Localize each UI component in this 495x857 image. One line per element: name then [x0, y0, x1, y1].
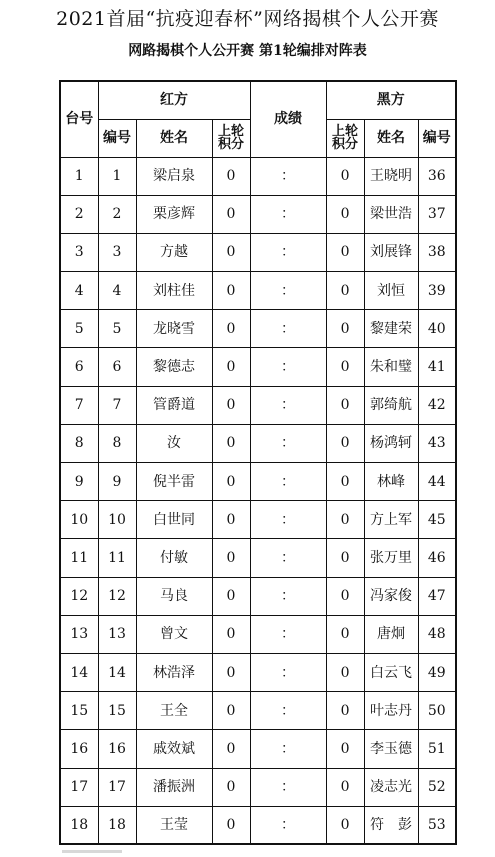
cell-red-number: 7 — [98, 386, 136, 424]
table-row — [60, 692, 456, 730]
pairing-rows — [60, 157, 456, 844]
cell-black-name: 符 彭 — [364, 806, 418, 844]
cell-table-no: 10 — [60, 501, 98, 539]
cell-red-name: 黎德志 — [136, 348, 212, 386]
cell-black-score: 0 — [326, 272, 364, 310]
cell-black-number: 47 — [418, 577, 456, 615]
cell-red-score: 0 — [212, 310, 250, 348]
cell-black-score: 0 — [326, 653, 364, 691]
cell-red-name: 马良 — [136, 577, 212, 615]
cell-result-separator: ： — [250, 730, 326, 768]
cell-black-number: 41 — [418, 348, 456, 386]
cell-result-separator: ： — [250, 386, 326, 424]
cell-result-separator: ： — [250, 195, 326, 233]
cell-black-number: 52 — [418, 768, 456, 806]
cell-black-name: 凌志光 — [364, 768, 418, 806]
cell-black-number: 45 — [418, 501, 456, 539]
cell-red-number: 5 — [98, 310, 136, 348]
cell-red-score: 0 — [212, 195, 250, 233]
table-row — [60, 386, 456, 424]
cell-red-number: 16 — [98, 730, 136, 768]
table-row — [60, 463, 456, 501]
cell-red-score: 0 — [212, 768, 250, 806]
table-row — [60, 806, 456, 844]
cell-table-no: 9 — [60, 463, 98, 501]
cell-red-number: 17 — [98, 768, 136, 806]
cell-black-score: 0 — [326, 310, 364, 348]
footer-cutoff-text — [62, 850, 122, 853]
cell-black-score: 0 — [326, 539, 364, 577]
cell-red-number: 12 — [98, 577, 136, 615]
cell-table-no: 15 — [60, 692, 98, 730]
cell-black-name: 冯家俊 — [364, 577, 418, 615]
document-title: 2021首届“抗疫迎春杯”网络揭棋个人公开赛 — [56, 8, 439, 30]
cell-red-score: 0 — [212, 501, 250, 539]
table-row — [60, 272, 456, 310]
cell-black-number: 50 — [418, 692, 456, 730]
cell-red-name: 汝 — [136, 424, 212, 462]
header-black-side: 黑方 — [326, 81, 456, 119]
cell-black-name: 唐炯 — [364, 615, 418, 653]
cell-black-name: 张万里 — [364, 539, 418, 577]
cell-red-number: 6 — [98, 348, 136, 386]
cell-red-score: 0 — [212, 615, 250, 653]
cell-red-name: 栗彦辉 — [136, 195, 212, 233]
cell-red-score: 0 — [212, 806, 250, 844]
cell-red-number: 18 — [98, 806, 136, 844]
cell-result-separator: ： — [250, 157, 326, 195]
cell-table-no: 3 — [60, 233, 98, 271]
cell-red-score: 0 — [212, 653, 250, 691]
cell-black-score: 0 — [326, 195, 364, 233]
cell-black-score: 0 — [326, 768, 364, 806]
cell-table-no: 13 — [60, 615, 98, 653]
cell-red-name: 王莹 — [136, 806, 212, 844]
header-result: 成绩 — [250, 81, 326, 157]
header-red-number: 编号 — [98, 119, 136, 157]
cell-table-no: 17 — [60, 768, 98, 806]
cell-table-no: 18 — [60, 806, 98, 844]
cell-red-score: 0 — [212, 272, 250, 310]
cell-result-separator: ： — [250, 424, 326, 462]
header-red-name: 姓名 — [136, 119, 212, 157]
cell-black-number: 42 — [418, 386, 456, 424]
header-red-side: 红方 — [98, 81, 250, 119]
cell-red-score: 0 — [212, 730, 250, 768]
cell-result-separator: ： — [250, 348, 326, 386]
cell-black-name: 刘展锋 — [364, 233, 418, 271]
cell-red-number: 2 — [98, 195, 136, 233]
cell-red-score: 0 — [212, 424, 250, 462]
table-row — [60, 424, 456, 462]
cell-result-separator: ： — [250, 463, 326, 501]
cell-black-number: 38 — [418, 233, 456, 271]
cell-red-number: 3 — [98, 233, 136, 271]
cell-red-number: 1 — [98, 157, 136, 195]
cell-result-separator: ： — [250, 653, 326, 691]
cell-black-score: 0 — [326, 806, 364, 844]
cell-black-score: 0 — [326, 692, 364, 730]
cell-table-no: 1 — [60, 157, 98, 195]
table-row — [60, 730, 456, 768]
cell-red-score: 0 — [212, 463, 250, 501]
cell-red-name: 潘振洲 — [136, 768, 212, 806]
cell-table-no: 7 — [60, 386, 98, 424]
cell-black-name: 白云飞 — [364, 653, 418, 691]
cell-result-separator: ： — [250, 577, 326, 615]
cell-red-name: 梁启泉 — [136, 157, 212, 195]
cell-black-score: 0 — [326, 157, 364, 195]
cell-table-no: 12 — [60, 577, 98, 615]
cell-black-name: 杨鸿轲 — [364, 424, 418, 462]
cell-red-score: 0 — [212, 157, 250, 195]
cell-black-number: 36 — [418, 157, 456, 195]
cell-red-number: 11 — [98, 539, 136, 577]
cell-black-score: 0 — [326, 424, 364, 462]
cell-table-no: 11 — [60, 539, 98, 577]
cell-table-no: 4 — [60, 272, 98, 310]
table-row — [60, 768, 456, 806]
cell-result-separator: ： — [250, 615, 326, 653]
cell-black-number: 51 — [418, 730, 456, 768]
header-red-previous-score: 上轮积分 — [212, 119, 250, 157]
cell-black-score: 0 — [326, 386, 364, 424]
cell-black-score: 0 — [326, 463, 364, 501]
cell-black-score: 0 — [326, 233, 364, 271]
cell-black-name: 王晓明 — [364, 157, 418, 195]
cell-result-separator: ： — [250, 768, 326, 806]
cell-table-no: 2 — [60, 195, 98, 233]
cell-red-name: 方越 — [136, 233, 212, 271]
cell-red-name: 刘柱佳 — [136, 272, 212, 310]
cell-black-number: 40 — [418, 310, 456, 348]
cell-black-score: 0 — [326, 730, 364, 768]
cell-red-name: 管爵道 — [136, 386, 212, 424]
cell-red-number: 4 — [98, 272, 136, 310]
table-row — [60, 615, 456, 653]
cell-black-number: 37 — [418, 195, 456, 233]
cell-red-name: 倪半雷 — [136, 463, 212, 501]
cell-black-number: 53 — [418, 806, 456, 844]
cell-result-separator: ： — [250, 233, 326, 271]
cell-red-name: 白世同 — [136, 501, 212, 539]
cell-table-no: 14 — [60, 653, 98, 691]
cell-red-score: 0 — [212, 692, 250, 730]
cell-red-name: 王全 — [136, 692, 212, 730]
header-table-no: 台号 — [60, 81, 98, 157]
table-row — [60, 310, 456, 348]
cell-red-name: 龙晓雪 — [136, 310, 212, 348]
cell-red-number: 8 — [98, 424, 136, 462]
cell-black-name: 黎建荣 — [364, 310, 418, 348]
table-row — [60, 233, 456, 271]
cell-black-score: 0 — [326, 615, 364, 653]
cell-black-number: 39 — [418, 272, 456, 310]
cell-result-separator: ： — [250, 539, 326, 577]
cell-red-name: 戚效斌 — [136, 730, 212, 768]
cell-black-name: 方上军 — [364, 501, 418, 539]
cell-black-number: 46 — [418, 539, 456, 577]
cell-black-score: 0 — [326, 501, 364, 539]
document-subtitle: 网路揭棋个人公开赛 第1轮编排对阵表 — [128, 43, 367, 59]
cell-black-name: 李玉德 — [364, 730, 418, 768]
cell-result-separator: ： — [250, 806, 326, 844]
table-row — [60, 348, 456, 386]
table-row — [60, 653, 456, 691]
table-row — [60, 501, 456, 539]
cell-black-score: 0 — [326, 348, 364, 386]
table-row — [60, 157, 456, 195]
cell-result-separator: ： — [250, 692, 326, 730]
cell-red-name: 林浩泽 — [136, 653, 212, 691]
cell-red-number: 15 — [98, 692, 136, 730]
cell-red-number: 9 — [98, 463, 136, 501]
table-row — [60, 195, 456, 233]
cell-black-name: 梁世浩 — [364, 195, 418, 233]
cell-black-name: 郭绮航 — [364, 386, 418, 424]
cell-red-name: 曾文 — [136, 615, 212, 653]
cell-black-number: 43 — [418, 424, 456, 462]
cell-red-score: 0 — [212, 539, 250, 577]
cell-result-separator: ： — [250, 501, 326, 539]
cell-result-separator: ： — [250, 272, 326, 310]
header-black-previous-score: 上轮积分 — [326, 119, 364, 157]
cell-black-number: 48 — [418, 615, 456, 653]
cell-red-score: 0 — [212, 233, 250, 271]
cell-red-score: 0 — [212, 577, 250, 615]
pairing-table — [59, 80, 457, 845]
cell-red-score: 0 — [212, 348, 250, 386]
cell-black-number: 44 — [418, 463, 456, 501]
cell-red-number: 14 — [98, 653, 136, 691]
cell-red-number: 13 — [98, 615, 136, 653]
cell-red-name: 付敏 — [136, 539, 212, 577]
cell-black-name: 朱和璧 — [364, 348, 418, 386]
cell-table-no: 8 — [60, 424, 98, 462]
cell-table-no: 6 — [60, 348, 98, 386]
cell-black-name: 刘恒 — [364, 272, 418, 310]
cell-black-number: 49 — [418, 653, 456, 691]
table-row — [60, 577, 456, 615]
header-black-number: 编号 — [418, 119, 456, 157]
cell-black-name: 林峰 — [364, 463, 418, 501]
cell-table-no: 16 — [60, 730, 98, 768]
cell-red-score: 0 — [212, 386, 250, 424]
header-black-name: 姓名 — [364, 119, 418, 157]
cell-table-no: 5 — [60, 310, 98, 348]
cell-black-name: 叶志丹 — [364, 692, 418, 730]
cell-red-number: 10 — [98, 501, 136, 539]
cell-result-separator: ： — [250, 310, 326, 348]
table-row — [60, 539, 456, 577]
cell-black-score: 0 — [326, 577, 364, 615]
